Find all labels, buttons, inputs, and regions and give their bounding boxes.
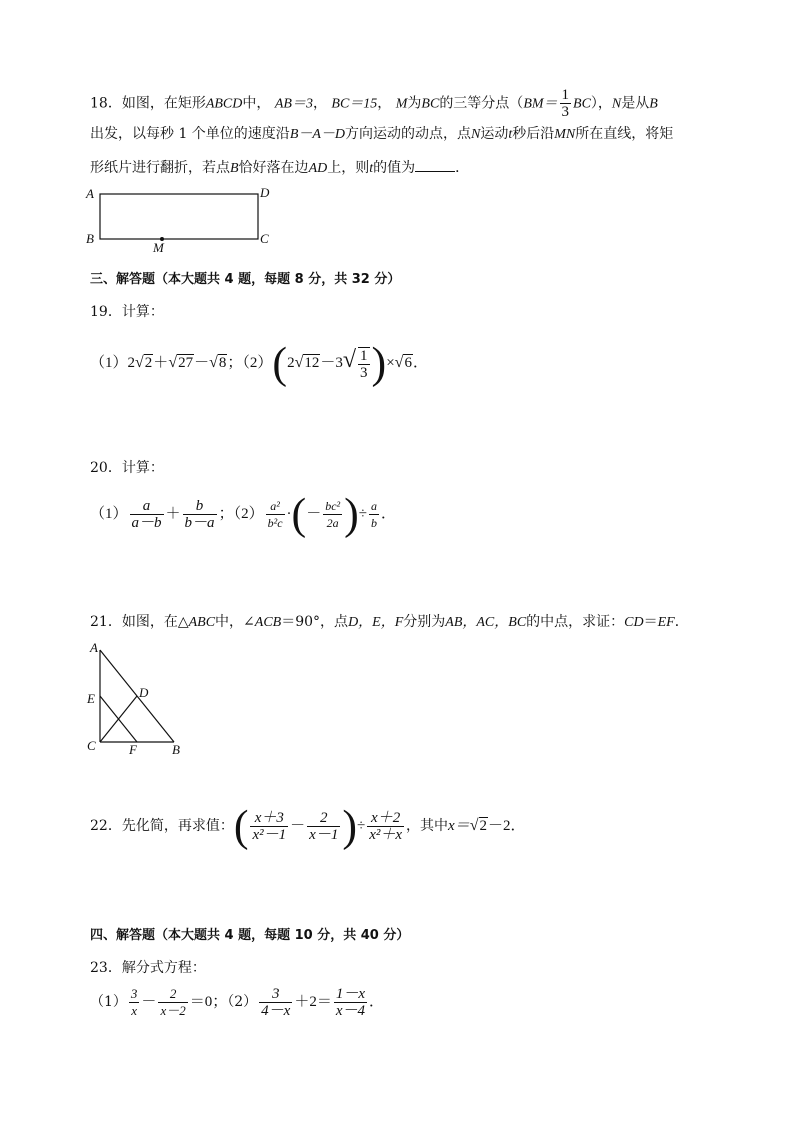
q21-acb: ACB <box>254 615 282 630</box>
q18-ad: AD <box>308 161 328 176</box>
q19-expression <box>90 338 428 388</box>
fraction <box>259 986 292 1019</box>
radical-icon: √ <box>469 817 479 834</box>
answer-blank[interactable] <box>415 157 455 172</box>
frac-numerator: a <box>371 499 378 514</box>
frac-numerator: 3 <box>130 986 138 1002</box>
q21-text: 分别为 <box>403 614 446 630</box>
q22-x-eq: x＝ <box>448 818 470 834</box>
label-a: A <box>86 186 94 201</box>
operator: － <box>306 506 322 522</box>
radical-icon: √ <box>294 354 304 371</box>
q22-text: 22．先化简，再求值： <box>90 818 234 834</box>
part-label: （2） <box>227 994 258 1010</box>
label-m: M <box>153 240 164 254</box>
frac-numerator: 1 <box>561 87 570 103</box>
q21-text: 的中点，求证： <box>526 614 625 630</box>
operator: ÷ <box>356 818 366 834</box>
fraction <box>266 498 285 531</box>
operator: －3 <box>320 355 343 371</box>
fraction <box>369 498 379 531</box>
q18-text: 方向运动的动点，点 <box>345 126 472 142</box>
q21-text: 中，∠ <box>215 614 255 630</box>
radical-fraction <box>358 347 370 381</box>
q18-ab-eq: AB＝3 <box>274 96 313 112</box>
radical-icon: √ <box>168 354 178 371</box>
q18-text: 上，则 <box>327 160 370 176</box>
q21-text: ＝ <box>643 614 658 630</box>
frac-denominator: x²＋x <box>369 827 403 844</box>
fraction <box>183 498 217 531</box>
q21-text: ＝90°，点 <box>281 614 349 630</box>
frac-numerator: x＋2 <box>367 810 404 827</box>
frac-denominator: x－2 <box>160 1003 186 1019</box>
frac-numerator: a <box>130 498 164 515</box>
left-paren: ( <box>233 801 249 851</box>
part-label: （1） <box>90 355 128 371</box>
operator: － <box>141 994 157 1010</box>
label-c: C <box>260 231 269 246</box>
separator: ． <box>510 818 526 834</box>
q21-cd: CD <box>624 615 644 630</box>
q21-sides: AB，AC，BC <box>445 615 527 630</box>
q18-bm-eq: BM＝ <box>523 96 558 112</box>
frac-numerator: 2 <box>158 986 187 1003</box>
frac-numerator: bc² <box>325 499 341 514</box>
q18-text: ． <box>455 160 470 176</box>
frac-denominator: x <box>131 1003 138 1019</box>
separator: ． <box>412 355 428 371</box>
frac-numerator: x＋3 <box>250 810 288 827</box>
coef: 2 <box>127 355 136 371</box>
q23-expression <box>90 982 384 1022</box>
operator: ÷ <box>358 506 368 522</box>
frac-numerator: 1 <box>360 347 368 364</box>
separator: ． <box>369 994 385 1010</box>
fraction <box>323 498 342 531</box>
radicand: 2 <box>144 355 153 371</box>
separator: ； <box>227 355 243 371</box>
part-label: （2） <box>233 506 264 522</box>
q18-bc: BC <box>573 96 591 112</box>
rectangle-figure <box>84 184 284 254</box>
q19-title: 19．计算： <box>90 304 164 320</box>
q21-ef: EF <box>657 615 675 630</box>
frac-numerator: a² <box>266 498 285 515</box>
q18-text: 的三等分点（ <box>439 95 524 112</box>
fraction <box>334 986 367 1019</box>
label-b: B <box>86 231 94 246</box>
rectangle-abcd <box>100 194 258 239</box>
frac-denominator: x²－1 <box>252 827 287 844</box>
operator: ＋ <box>153 355 169 371</box>
q18-line-1 <box>90 87 658 120</box>
fraction <box>130 498 164 531</box>
operator: － <box>290 818 306 834</box>
operator: × <box>386 355 395 371</box>
q22-text: ，其中 <box>406 818 449 834</box>
frac-denominator: x－1 <box>309 827 339 844</box>
q18-n: N <box>611 96 622 112</box>
label-d: D <box>139 685 149 700</box>
fraction <box>158 986 187 1019</box>
q18-text: ， <box>377 95 392 112</box>
radical-icon: √ <box>394 354 404 371</box>
label-f: F <box>129 742 137 757</box>
frac-denominator: x－4 <box>335 1003 366 1020</box>
q18-text: 秒后沿 <box>512 126 555 142</box>
q18-text: 18．如图，在矩形 <box>90 95 206 112</box>
frac-numerator: 3 <box>259 986 292 1003</box>
frac-numerator: b <box>183 498 217 515</box>
triangle-figure <box>84 640 194 760</box>
operator: － <box>194 355 210 371</box>
q18-text: 所在直线，将矩 <box>575 126 674 142</box>
label-d: D <box>260 185 270 200</box>
q18-t: t <box>369 161 374 176</box>
q18-b: B <box>649 96 658 112</box>
q18-abcd: ABCD <box>205 96 243 112</box>
operator: ＝0 <box>189 994 213 1010</box>
part-label: （1） <box>90 506 128 522</box>
q18-path: B－A－D <box>289 127 346 142</box>
q18-text: ， <box>312 95 327 112</box>
q18-text: 运动 <box>480 126 509 142</box>
operator: ＋2＝ <box>294 994 332 1010</box>
q18-m: M <box>395 96 408 112</box>
q20-expression <box>90 489 397 539</box>
radicand: 8 <box>218 355 227 371</box>
q18-text: ）， <box>590 95 612 112</box>
q18-text: 形纸片进行翻折，若点 <box>90 160 230 176</box>
part-label: （1） <box>90 994 127 1010</box>
fraction <box>250 810 288 843</box>
separator: ． <box>381 506 397 522</box>
q18-line-2 <box>90 124 673 145</box>
left-paren: ( <box>272 338 288 388</box>
separator: ； <box>218 506 234 522</box>
frac-denominator: 3 <box>561 104 570 120</box>
frac-denominator: b－a <box>184 515 215 532</box>
q18-bc-eq: BC＝15 <box>331 96 378 112</box>
part-label: （2） <box>242 355 273 371</box>
frac-numerator: 2 <box>307 810 340 827</box>
section-3-title: 三、解答题（本大题共 4 题，每题 8 分，共 32 分） <box>90 272 401 287</box>
q18-text: 为 <box>407 95 422 112</box>
operator: ＋ <box>165 506 181 522</box>
frac-numerator: 1－x <box>335 986 366 1003</box>
right-paren: ) <box>371 338 387 388</box>
q18-n: N <box>471 127 481 142</box>
right-paren: ) <box>342 801 357 851</box>
q21-text: ． <box>674 614 689 630</box>
radicand: 12 <box>304 355 320 371</box>
operator: · <box>286 506 292 522</box>
frac-denominator: b <box>371 516 378 531</box>
q18-line-3 <box>90 157 469 179</box>
q18-bc: BC <box>421 96 440 112</box>
fraction <box>129 986 140 1019</box>
q18-b: B <box>230 161 239 176</box>
radicand: 27 <box>178 355 194 371</box>
radicand: 2 <box>479 818 487 834</box>
q21-points: D，E，F <box>348 615 404 630</box>
label-a: A <box>90 640 98 655</box>
q18-text: 的值为 <box>373 160 416 176</box>
radical-icon: √ <box>209 354 218 371</box>
frac-denominator: a－b <box>131 515 162 532</box>
q21-abc: ABC <box>188 615 216 630</box>
fraction <box>367 810 404 843</box>
right-paren: ) <box>344 489 359 539</box>
q18-text: 恰好落在边 <box>238 160 309 176</box>
q18-text: 出发，以每秒 1 个单位的速度沿 <box>90 126 290 142</box>
label-c: C <box>87 738 96 753</box>
q20-title: 20．计算： <box>90 460 164 476</box>
frac-denominator: b²c <box>267 516 283 531</box>
q22-line <box>90 801 526 851</box>
frac-denominator: 4－x <box>261 1003 291 1020</box>
q21-text: 21．如图，在△ <box>90 614 189 630</box>
radical-icon: √ <box>342 347 357 373</box>
frac-denominator: 2a <box>326 516 339 531</box>
q18-t: t <box>508 127 513 142</box>
label-e: E <box>87 691 95 706</box>
section-4-title: 四、解答题（本大题共 4 题，每题 10 分，共 40 分） <box>90 928 410 943</box>
q21-line <box>90 612 689 633</box>
q18-fraction <box>560 87 572 120</box>
left-paren: ( <box>291 489 307 539</box>
q18-text: 中， <box>242 95 271 112</box>
q22-tail: －2 <box>488 818 511 834</box>
coef: 2 <box>287 355 295 371</box>
radical-icon: √ <box>135 354 144 371</box>
q23-title: 23．解分式方程： <box>90 960 206 976</box>
q18-mn: MN <box>554 127 576 142</box>
q18-text: 是从 <box>621 95 650 112</box>
frac-denominator: 3 <box>360 364 368 381</box>
radicand: 6 <box>404 355 412 371</box>
label-b: B <box>172 742 180 757</box>
separator: ； <box>212 994 228 1010</box>
fraction <box>307 810 340 843</box>
